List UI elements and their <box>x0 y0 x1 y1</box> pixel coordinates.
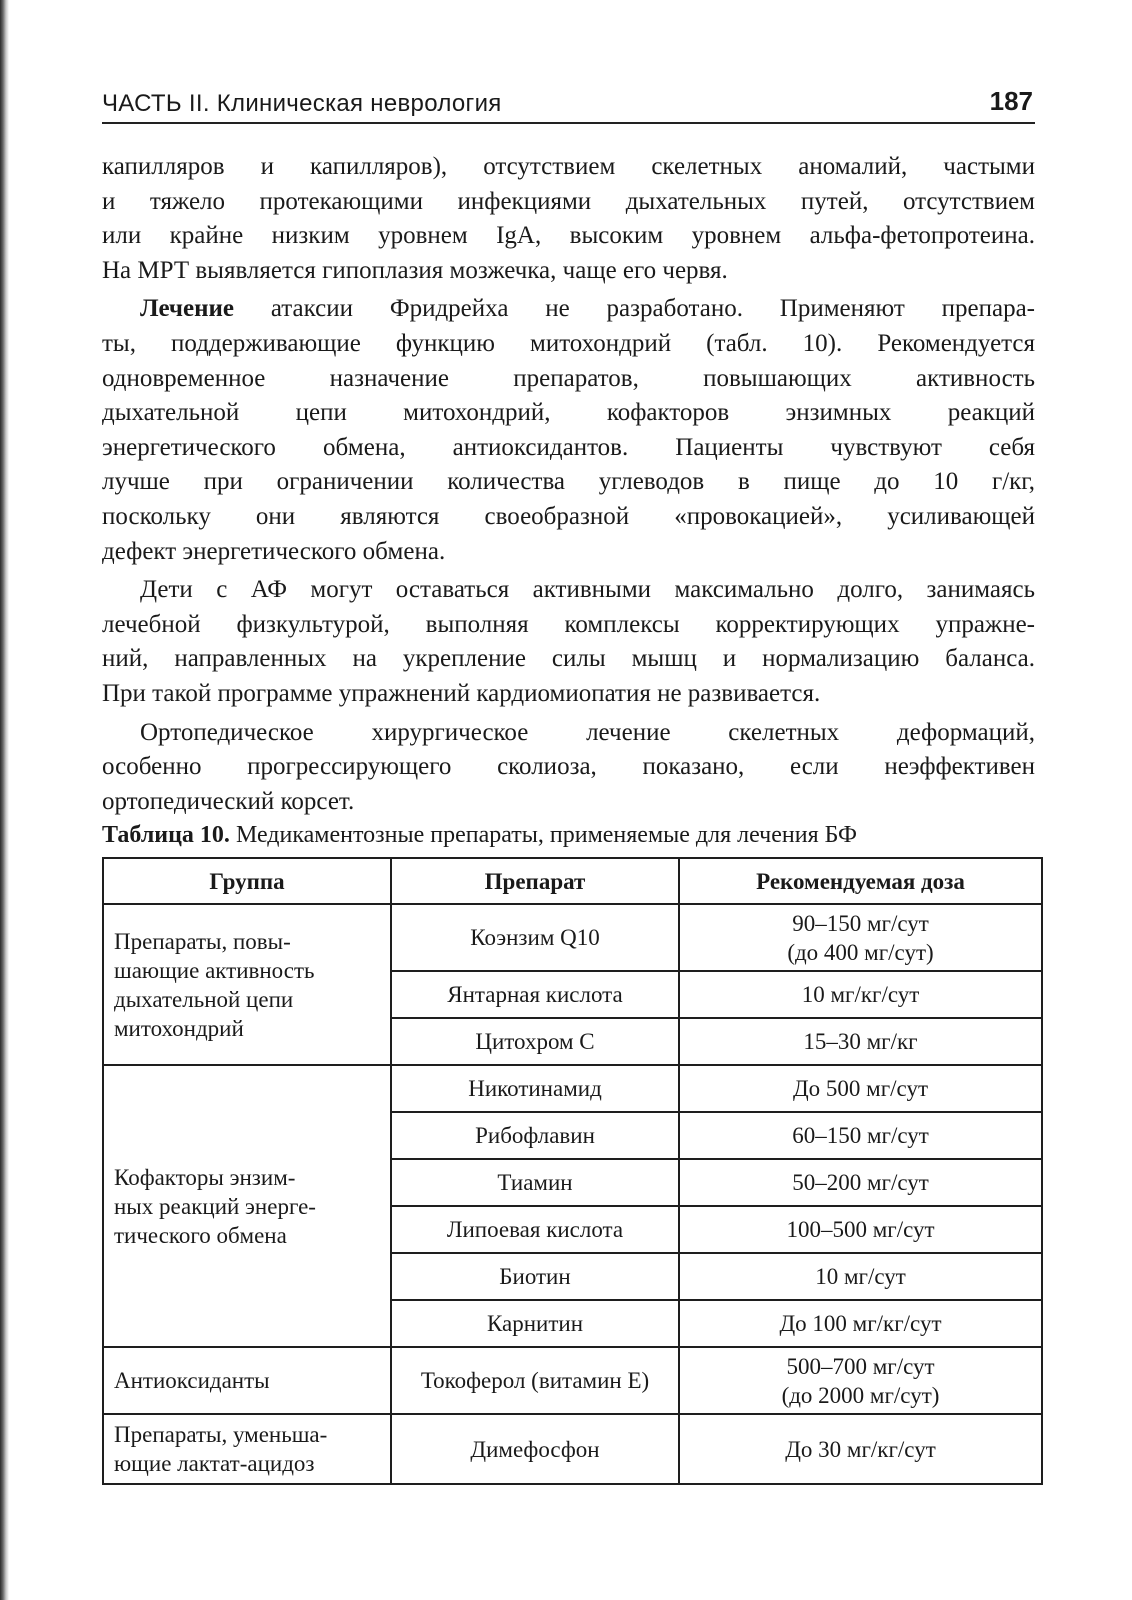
table-row <box>103 1347 1042 1414</box>
text-line <box>102 292 1035 327</box>
text-line: одновременное назначение препаратов, повышающих активность <box>102 364 1035 392</box>
drug-cell: Липоевая кислота <box>391 1206 679 1253</box>
text-line: энергетического обмена, антиоксидантов. Пациенты чувствуют себя <box>102 433 1035 461</box>
text-line: или крайне низким уровнем IgA, высоким уровнем альфа-фетопротеина. <box>102 222 1035 250</box>
dose-cell <box>679 904 1042 971</box>
drug-cell: Рибофлавин <box>391 1112 679 1159</box>
paragraph-1 <box>102 150 1035 288</box>
group-name-line: дыхательной цепи <box>114 986 294 1012</box>
dose-line: 500–700 мг/сут <box>786 1353 935 1379</box>
dose-cell <box>679 1253 1042 1300</box>
running-header <box>102 86 1035 124</box>
text-line: и тяжело протекающими инфекциями дыхательных путей, отсутствием <box>102 187 1035 215</box>
text-line: капилляров и капилляров), отсутствием скелетных аномалий, частыми <box>102 153 1035 180</box>
dose-line: До 100 мг/кг/сут <box>779 1311 942 1336</box>
text-line: Ортопедическое хирургическое лечение скелетных деформаций, <box>140 718 1035 746</box>
text-line: ортопедический корсет. <box>102 787 355 815</box>
group-name-line: ющие лактат-ацидоз <box>114 1451 315 1476</box>
dose-line: 15–30 мг/кг <box>803 1029 918 1054</box>
text-line: На МРТ выявляется гипоплазия мозжечка, чаще его червя. <box>102 256 728 284</box>
drug-cell: Биотин <box>391 1253 679 1300</box>
dose-line: 10 мг/сут <box>815 1264 906 1289</box>
dose-line: 10 мг/кг/сут <box>801 982 920 1007</box>
group-name-line: ных реакций энерге- <box>114 1193 316 1219</box>
drug-cell: Янтарная кислота <box>391 971 679 1018</box>
paragraph-4 <box>102 716 1035 820</box>
text-line: лучше при ограничении количества углеводов в пище до 10 г/кг, <box>102 468 1035 496</box>
table-row <box>103 1065 1042 1112</box>
text-line: ний, направленных на укрепление силы мышц и нормализацию баланса. <box>102 645 1035 673</box>
dose-line: 50–200 мг/сут <box>792 1170 929 1195</box>
text-line: При такой программе упражнений кардиомиопатия не развивается. <box>102 679 821 707</box>
text-line: ты, поддерживающие функцию митохондрий (табл. 10). Рекомендуется <box>102 329 1035 357</box>
dose-cell <box>679 1414 1042 1484</box>
text-line: поскольку они являются своеобразной «провокацией», усиливающей <box>102 502 1035 530</box>
drug-cell: Никотинамид <box>391 1065 679 1112</box>
body-text <box>102 146 1035 819</box>
table-caption-text: Медикаментозные препараты, применяемые для лечения БФ <box>229 822 858 848</box>
running-title: ЧАСТЬ II. Клиническая неврология <box>102 90 502 117</box>
drug-cell: Токоферол (витамин Е) <box>391 1347 679 1414</box>
dose-cell <box>679 1300 1042 1347</box>
paragraph-lead: Лечение <box>140 295 235 323</box>
group-cell <box>103 1347 391 1414</box>
group-name-line: Препараты, уменьша- <box>114 1422 328 1447</box>
dose-line: До 30 мг/кг/сут <box>785 1436 936 1462</box>
group-name-line: Антиоксиданты <box>114 1368 270 1393</box>
group-cell <box>103 904 391 1065</box>
dose-line: До 500 мг/сут <box>792 1076 929 1101</box>
text-line: дыхательной цепи митохондрий, кофакторов энзимных реакций <box>102 399 1035 427</box>
dose-line: (до 2000 мг/сут) <box>781 1382 940 1408</box>
drug-cell: Тиамин <box>391 1159 679 1206</box>
dose-cell <box>679 1065 1042 1112</box>
text-line: лечебной физкультурой, выполняя комплексы корректирующих упражне- <box>102 610 1035 638</box>
table-header-row <box>103 858 1042 904</box>
paragraph-2 <box>102 292 1035 569</box>
drug-cell: Коэнзим Q10 <box>391 904 679 971</box>
group-name-line: тического обмена <box>114 1222 287 1248</box>
column-header-drug: Препарат <box>391 858 679 904</box>
table-row <box>103 1414 1042 1484</box>
dose-line: 60–150 мг/сут <box>792 1123 929 1148</box>
dose-cell <box>679 1206 1042 1253</box>
table-row <box>103 904 1042 971</box>
drug-cell: Димефосфон <box>391 1414 679 1484</box>
text-line: дефект энергетического обмена. <box>102 537 446 565</box>
group-name-line: митохондрий <box>114 1015 244 1041</box>
dose-cell <box>679 1159 1042 1206</box>
page-number: 187 <box>989 86 1033 116</box>
group-cell <box>103 1414 391 1484</box>
group-name-line: шающие активность <box>114 957 315 983</box>
table-body <box>103 904 1042 1484</box>
group-name-line: Препараты, повы- <box>114 928 291 954</box>
column-header-group: Группа <box>103 858 391 904</box>
table-caption-label: Таблица 10. <box>102 822 230 848</box>
book-spine-shadow <box>0 0 9 1600</box>
drug-cell: Цитохром С <box>391 1018 679 1065</box>
dose-cell <box>679 971 1042 1018</box>
dose-cell <box>679 1112 1042 1159</box>
medication-table <box>102 857 1043 1485</box>
dose-line: (до 400 мг/сут) <box>787 939 934 965</box>
column-header-dose: Рекомендуемая доза <box>679 858 1042 904</box>
dose-line: 100–500 мг/сут <box>786 1217 935 1242</box>
dose-cell <box>679 1347 1042 1414</box>
text-fragment: атаксии Фридрейха не разработано. Применяют препара- <box>234 295 1035 323</box>
dose-cell <box>679 1018 1042 1065</box>
drug-cell: Карнитин <box>391 1300 679 1347</box>
text-line: Дети с АФ могут оставаться активными максимально долго, занимаясь <box>140 576 1035 604</box>
paragraph-3 <box>102 573 1035 711</box>
dose-line: 90–150 мг/сут <box>792 910 929 936</box>
text-line: особенно прогрессирующего сколиоза, показано, если неэффективен <box>102 753 1035 781</box>
group-name-line: Кофакторы энзим- <box>114 1164 296 1190</box>
group-cell <box>103 1065 391 1347</box>
table-caption <box>102 822 1035 849</box>
